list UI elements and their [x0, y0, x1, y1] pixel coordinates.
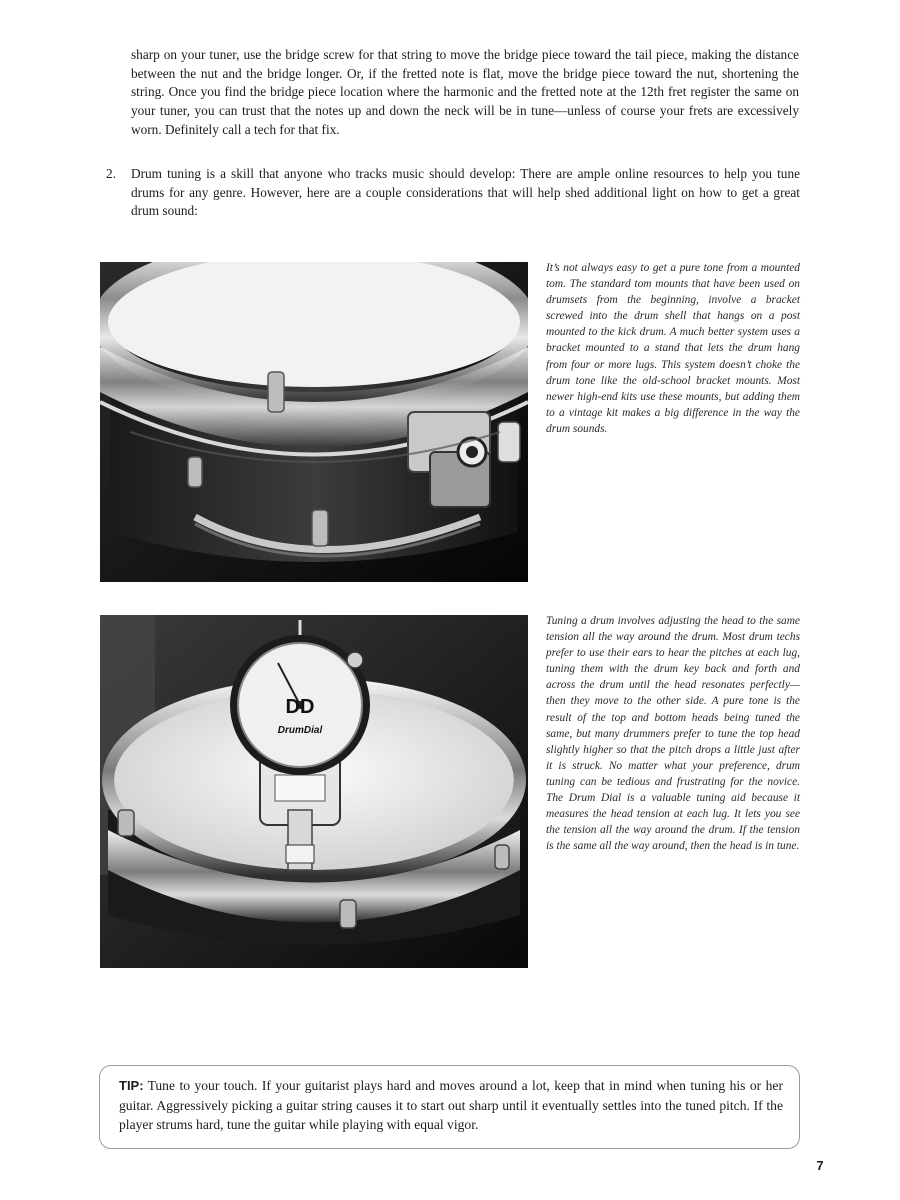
tip-body: Tune to your touch. If your guitarist plays hard and moves around a lot, keep that in mind when tuning his or her guitar. Aggressively picking a guitar string causes it to start out sharp until it eventually settles into the tuned pitch. If the player strums hard, tune the guitar while playing with equal vigor. [119, 1078, 783, 1132]
drum-dial-brand: DrumDial [277, 725, 323, 736]
tip-box [99, 1065, 800, 1149]
drum-dial-logo: DD [285, 696, 315, 718]
list-text: Drum tuning is a skill that anyone who tracks music should develop: There are ample online resources to help you tune drums for any genre. However, here are a couple considerations that will help shed additional light on how to get a great drum sound: [131, 166, 800, 219]
list-number: 2. [106, 166, 116, 181]
intro-paragraph: sharp on your tuner, use the bridge screw for that string to move the bridge piece toward the tail piece, making the distance between the nut and the bridge longer. Or, if the fretted note is flat, move the bridge piece toward the nut, shortening the string. Once you find the bridge piece location where the harmonic and the fretted note at the 12th fret register the same on your tuner, you can trust that the notes up and down the neck will be in tune—unless of course your frets are excessively worn. Definitely call a tech for that fix. [131, 47, 799, 137]
drum-dial-photo [100, 615, 528, 968]
tom-mount-photo [100, 262, 528, 582]
tip-label: TIP: [119, 1078, 144, 1093]
numbered-list-item [106, 165, 800, 221]
drum-dial-caption: Tuning a drum involves adjusting the head to the same tension all the way around the drum. Most drum techs prefer to use their ears to hear the pitches at each lug, tuning them with the drum key back and forth and across the drum until the head resonates perfectly—then they move to the other side. A pure tone is the result of the top and bottom heads being tuned the same, but many drummers prefer to tune the top head slightly higher so that the pitch drops a little just after it is struck. No matter what your preference, drum tuning can be tedious and frustrating for the novice. The Drum Dial is a valuable tuning aid because it measures the head tension at each lug. It lets you see the tension all the way around the drum. If the tension is the same all the way around, then the head is in tune. [546, 615, 800, 853]
tip-text [119, 1076, 783, 1135]
page-number: 7 [816, 1158, 824, 1173]
tom-mount-caption: It’s not always easy to get a pure tone from a mounted tom. The standard tom mounts that have been used on drumsets from the beginning, involve a bracket screwed into the drum shell that hangs on a post mounted to the kick drum. A much better system uses a bracket mounted to a stand that lets the drum hang from four or more lugs. This system doesn’t choke the drum tone like the old-school bracket mounts. Most newer high-end kits use these mounts, but adding them to a vintage kit makes a big difference in the way the drum sounds. [546, 262, 800, 435]
